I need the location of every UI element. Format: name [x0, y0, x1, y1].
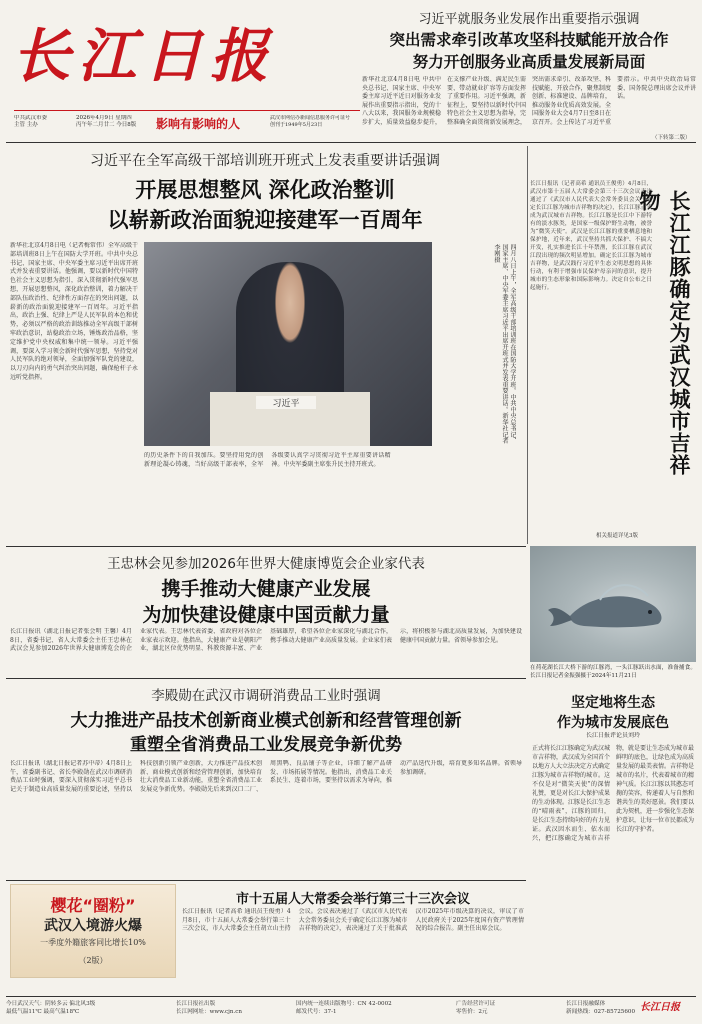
promo-subtitle: 武汉入境游火爆: [44, 918, 142, 934]
footer-divider: [6, 996, 696, 997]
footer-weather-1: 今日武汉天气：阴转多云 偏北风3级: [6, 1001, 96, 1007]
health-headline-2: 为加快建设健康中国贡献力量: [142, 604, 390, 626]
editorial-body: 正式将长江江豚确定为武汉城市吉祥物，武汉成为全国首个以地方人大立法决定方式确定江豚为城市吉祥物的城市。这不仅是对“微笑天使”的深情礼赞，更是对长江大保护成果的生动体现。江豚是长江生态的“晴雨表”，江豚的回归，是长江生态持续向好的有力见证。武汉因水而生、依水而兴，把江豚确定为城市吉祥物，就是要让生态成为城市最鲜明的底色，让绿色成为高质量发展的最美表情。吉祥物是城市的名片，代表着城市的精神气质。长江江豚以其憨态可掬的笑容，传递着人与自然和谐共生的美好愿景。我们要以此为契机，进一步强化生态保护意识，让每一位市民都成为长江的守护者。: [532, 745, 694, 842]
lead-body-bottom: 的历史条件下的自我加压。要坚持用党的创新理论凝心铸魂，当好高级干部表率，全军各级要认真学习贯彻习近平主席重要讲话精神。中央军委副主席张升民主持开班式。: [144, 452, 391, 468]
footer-publisher: 长江日报社出版: [176, 1001, 216, 1007]
footer-media: 长江日报融媒体: [566, 1001, 606, 1007]
top-story[interactable]: [362, 6, 696, 141]
industry-headline-1: 大力推进产品技术创新商业模式创新和经营管理创新: [70, 711, 462, 731]
footer-postcode: 邮发代号：37-1: [296, 1009, 337, 1015]
lead-headline-1: 开展思想整风 深化政治整训: [135, 178, 395, 202]
masthead-meta: [14, 110, 360, 139]
promo-line: 一季度外籍旅客同比增长10%: [40, 938, 146, 947]
footer-weather-2: 最低气温11℃ 最高气温18℃: [6, 1009, 80, 1015]
industry-kicker: 李殿勋在武汉市调研消费品工业时强调: [151, 688, 381, 704]
nameplate: 习近平: [256, 396, 316, 409]
industry-story[interactable]: [6, 682, 526, 878]
health-story[interactable]: [6, 550, 526, 676]
editorial-byline: 长江日报评论员刘玲: [585, 732, 640, 739]
meta-date: 2026年4月9日 星期四: [76, 115, 132, 121]
side-story-body: 长江日报讯（记者高希 通讯员王俊勇）4月8日，武汉市第十五届人大常委会第三十三次会议表决通过了《武汉市人民代表大会常务委员会关于确定长江江豚为城市吉祥物的决定》，长江江豚正式成为武汉城市吉祥物。长江江豚是长江中下游特有的淡水豚类，是国家一级保护野生动物，被誉为“微笑天使”。武汉是长江江豚的重要栖息地和保护地，近年来，武汉坚持共抓大保护、不搞大开发，扎实推进长江十年禁渔，长江江豚在武汉江段出现的频次明显增加。确定长江江豚为城市吉祥物，是武汉践行习近平生态文明思想的具体行动，有利于增强市民保护母亲河的意识，提升城市的生态形象和国际影响力。决定自公布之日起施行。: [530, 181, 652, 291]
promo-title: 樱花“圈粉”: [50, 896, 136, 915]
lead-headline-2: 以崭新政治面貌迎接建军一百周年: [107, 208, 423, 232]
porpoise-photo: [530, 546, 696, 662]
npc-story[interactable]: [180, 884, 526, 976]
newspaper-logo: 长江日报: [12, 22, 277, 90]
industry-headline-2: 重塑全省消费品工业发展竞争新优势: [130, 735, 402, 755]
tourism-promo[interactable]: [10, 884, 176, 978]
footer-website: 长江网网址：www.cjn.cn: [176, 1009, 243, 1015]
promo-page-ref: （2版）: [78, 956, 108, 965]
divider: [6, 880, 526, 881]
slogan: 影响有影响的人: [156, 117, 241, 131]
footer-price: 零售价：2元: [456, 1009, 488, 1015]
side-story[interactable]: [530, 146, 698, 544]
health-headline-1: 携手推动大健康产业发展: [161, 578, 371, 600]
industry-body: 长江日报讯（湖北日报记者苏中蒂）4月8日上午，省委副书记、省长李殿勋在武汉市调研消费品工业时强调，要深入贯彻落实习近平总书记关于制造业高质量发展的重要论述，坚持以科技创新引领产业创新，大力推进产品技术创新、商业模式创新和经营管理创新，加快培育壮大消费品工业新动能，重塑全省消费品工业发展竞争新优势。李殿勋先后来到汉口二厂、周黑鸭、良品铺子等企业，详细了解产品研发、市场拓展等情况。他指出，消费品工业关系民生、连着市场，要坚持以需求为导向，推动产品迭代升级，培育更多知名品牌。省领导参加调研。: [10, 760, 522, 793]
divider: [6, 678, 526, 679]
lead-kicker: 习近平在全军高级干部培训班开班式上发表重要讲话强调: [90, 153, 440, 169]
footer: [6, 998, 696, 1022]
health-kicker: 王忠林会见参加2026年世界大健康博览会企业家代表: [107, 556, 425, 572]
editorial-headline-1: 坚定地将生态: [571, 695, 655, 711]
npc-body: 长江日报讯（记者高希 通讯员王俊勇）4月8日，市十五届人大常委会举行第三十三次会议，市人大常委会主任胡立山主持会议。会议表决通过了《武汉市人民代表大会常务委员会关于确定长江江豚为城市吉祥物的决定》，表决通过了关于批准武汉市2025年市级决算的决议，审议了市人民政府关于2025年度国有资产管理情况的综合报告。副主任出席会议。: [182, 908, 524, 933]
divider: [527, 146, 528, 544]
editorial[interactable]: [530, 688, 696, 1016]
npc-headline: 市十五届人大常委会举行第三十三次会议: [235, 892, 470, 907]
lead-photo: [144, 242, 432, 446]
meta-lunar: 丙午年二月廿二 今日8版: [76, 122, 137, 128]
meta-founded: 创刊于1949年5月23日: [270, 122, 323, 128]
footer-hotline: 新闻热线：027-85725600: [566, 1009, 636, 1015]
top-story-headline-2: 努力开创服务业高质量发展新局面: [412, 53, 646, 71]
porpoise-illustration: [530, 546, 696, 662]
meta-license: 武汉市网信办新闻信息服务许可证号: [270, 115, 351, 121]
editorial-headline-2: 作为城市发展底色: [557, 715, 669, 731]
health-body: 长江日报讯（湖北日报记者张会明 王馨）4月8日，省委书记、省人大常委会主任王忠林在武汉会见参加2026年世界大健康博览会的企业家代表。王忠林代表省委、省政府对各位企业家表示欢迎。他指出，大健康产业是朝阳产业，湖北区位优势明显、科教资源丰富、产业基础雄厚，希望各位企业家深化与湖北合作，携手推动大健康产业高质量发展。企业家们表示，将积极参与湖北高质量发展，为加快建设健康中国贡献力量。省领导参加会见。: [10, 628, 522, 653]
top-story-continue: （下转第二版）: [652, 135, 691, 141]
footer-ad-license: 广告经营许可证: [456, 1001, 496, 1007]
divider: [6, 142, 696, 143]
meta-left-2: 主管 主办: [14, 122, 38, 128]
editorial-signature: 长江日报: [640, 1002, 680, 1013]
masthead: [10, 6, 360, 138]
top-story-headline-1: 突出需求牵引改革攻坚科技赋能开放合作: [389, 31, 669, 49]
lead-photo-caption: 四月八日上午，全军高级干部培训班在国防大学开班。中共中央总书记、国家主席、中央军委主席习近平出席开班式并发表重要讲话。新华社记者李刚摄: [493, 244, 516, 444]
top-story-body: 新华社北京4月8日电 中共中央总书记、国家主席、中央军委主席习近平近日对服务业发展作出重要指示指出，党的十八大以来，我国服务业规模稳步扩大，质量效益稳步提升，在支撑产业升级、满足民生需要、带动就业扩容等方面发挥了重要作用。习近平强调，新征程上，要坚持以新时代中国特色社会主义思想为指导，完整准确全面贯彻新发展理念，突出需求牵引、改革攻坚、科技赋能、开放合作，聚焦制度创新、标准建设、品牌培育，推动服务业优质高效发展。全国服务业大会4月7日至8日在京召开。会上传达了习近平重要指示。中共中央政治局常委、国务院总理出席会议并讲话。: [362, 76, 696, 126]
lead-body: 新华社北京4月8日电（记者梅常伟）全军高级干部培训班8日上午在国防大学开班。中共中央总书记、国家主席、中央军委主席习近平出席开班式并发表重要讲话。他强调，要以新时代中国特色社会主义思想为指引，深入贯彻新时代强军思想，开展思想整风，深化政治整训，着力解决干部队伍政治性、纪律性方面存在的突出问题，以崭新的政治面貌迎接建军一百周年。习近平指出，政治上强、纪律上严是人民军队的本色和优势，必须以严格的政治训练推动全军高级干部树牢政治意识，站稳政治立场，锤炼政治品格，坚定维护党中央权威和集中统一领导。习近平强调，要深入学习领会新时代强军思想，坚持党对人民军队的绝对领导，全面加强军队党的建设，以刀刃向内的勇气纠治突出问题，确保枪杆子永远听党指挥。: [10, 242, 138, 381]
side-story-headline: 长江江豚确定为武汉城市吉祥物: [637, 190, 691, 476]
footer-issn: 国内统一连续出版物号：CN 42-0002: [296, 1001, 392, 1007]
side-story-related: 相关报道详见3版: [596, 533, 638, 539]
porpoise-caption: 在荷花湖长江大桥下游的江豚湾，一头江豚跃出水面，准备捕食。长江日报记者金振强摄于2024年11月21日: [530, 665, 696, 679]
meta-left-1: 中共武汉市委: [14, 115, 48, 121]
top-story-kicker: 习近平就服务业发展作出重要指示强调: [418, 12, 640, 27]
lead-story[interactable]: [6, 146, 524, 544]
divider: [6, 546, 526, 547]
